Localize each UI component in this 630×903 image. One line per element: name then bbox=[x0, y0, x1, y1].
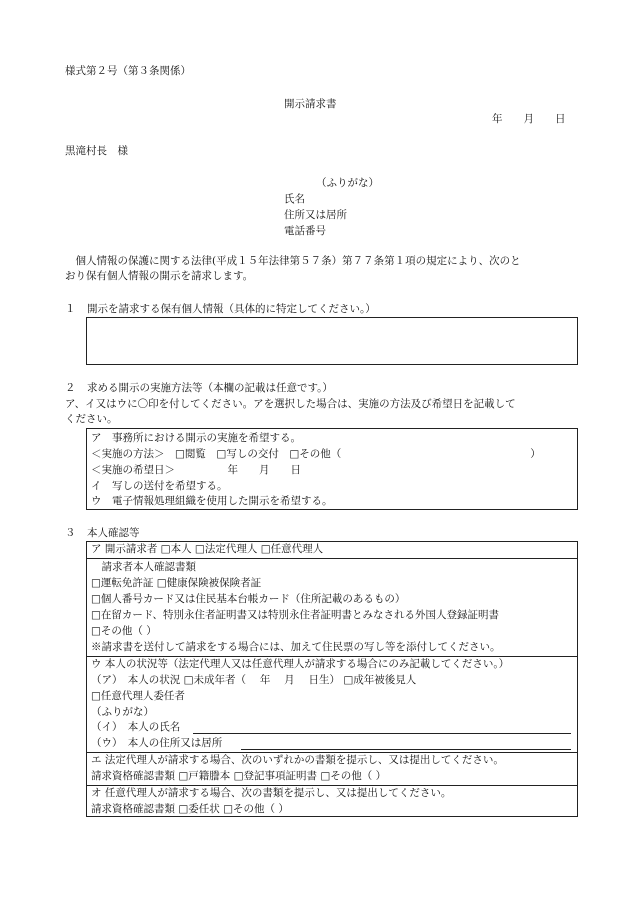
identity-a-row[interactable]: ア 開示請求者 □本人 □法定代理人 □任意代理人 bbox=[91, 543, 324, 555]
section2-method-box bbox=[86, 428, 578, 510]
method-row-date[interactable]: ＜実施の希望日＞ 年 月 日 bbox=[91, 464, 301, 476]
requester-phone-label: 電話番号 bbox=[284, 225, 326, 237]
requester-address-label: 住所又は居所 bbox=[284, 209, 347, 221]
section2-heading: 求める開示の実施方法等（本欄の記載は任意です。） bbox=[87, 382, 333, 394]
identity-doc-license[interactable]: □運転免許証 □健康保険被保険者証 bbox=[91, 577, 262, 589]
divider bbox=[87, 752, 577, 753]
status-name-label: （イ） 本人の氏名 bbox=[91, 721, 181, 733]
section1-number: １ bbox=[65, 303, 76, 315]
status-heading: ウ 本人の状況等（法定代理人又は任意代理人が請求する場合にのみ記載してください。） bbox=[91, 658, 510, 670]
legal-rep-heading: エ 法定代理人が請求する場合、次のいずれかの書類を提示し、又は提出してください。 bbox=[91, 754, 504, 766]
identity-doc-mynumber[interactable]: □個人番号カード又は住民基本台帳カード（住所記載のあるもの） bbox=[91, 593, 406, 605]
section1-input-box[interactable] bbox=[86, 317, 578, 365]
date-line: 年 月 日 bbox=[492, 113, 566, 125]
section2-number: ２ bbox=[65, 382, 76, 394]
status-delegator[interactable]: □任意代理人委任者 bbox=[91, 690, 185, 702]
divider bbox=[87, 558, 577, 559]
requester-name-label: 氏名 bbox=[284, 193, 305, 205]
identity-docs-heading: 請求者本人確認書類 bbox=[91, 561, 196, 573]
method-row-u[interactable]: ウ 電子情報処理組織を使用した開示を希望する。 bbox=[91, 495, 333, 507]
voluntary-rep-docs[interactable]: 請求資格確認書類 □委任状 □その他（ ） bbox=[91, 803, 289, 815]
principal-name-field[interactable] bbox=[193, 719, 571, 734]
divider bbox=[87, 785, 577, 786]
method-row-method[interactable]: ＜実施の方法＞ □閲覧 □写しの交付 □その他（ ） bbox=[91, 448, 541, 460]
form-label: 様式第２号（第３条関係） bbox=[65, 65, 191, 77]
identity-doc-residence[interactable]: □在留カード、特別永住者証明書又は特別永住者証明書とみなされる外国人登録証明書 bbox=[91, 609, 499, 621]
section3-identity-table bbox=[86, 541, 578, 817]
requester-furigana-label: （ふりがな） bbox=[316, 177, 379, 189]
legal-rep-docs[interactable]: 請求資格確認書類 □戸籍謄本 □登記事項証明書 □その他（ ） bbox=[91, 770, 387, 782]
addressee: 黒滝村長 様 bbox=[65, 145, 128, 157]
section2-note-line-2: ください。 bbox=[65, 413, 118, 425]
intro-line-1: 個人情報の保護に関する法律(平成１５年法律第５７条）第７７条第１項の規定により、次のと bbox=[65, 255, 521, 267]
section1-heading: 開示を請求する保有個人情報（具体的に特定してください。） bbox=[87, 303, 376, 315]
voluntary-rep-heading: オ 任意代理人が請求する場合、次の書類を提示し、又は提出してください。 bbox=[91, 787, 452, 799]
identity-doc-other[interactable]: □その他（ ） bbox=[91, 625, 157, 637]
method-row-i[interactable]: イ 写しの送付を希望する。 bbox=[91, 480, 228, 492]
status-principal[interactable]: （ア） 本人の状況 □未成年者（ 年 月 日生） □成年被後見人 bbox=[91, 674, 417, 686]
status-furigana: （ふりがな） bbox=[91, 706, 154, 718]
method-row-a[interactable]: ア 事務所における開示の実施を希望する。 bbox=[91, 432, 301, 444]
section3-number: ３ bbox=[65, 527, 76, 539]
intro-line-2: おり保有個人情報の開示を請求します。 bbox=[65, 270, 254, 282]
identity-doc-note: ※請求書を送付して請求をする場合には、加えて住民票の写し等を添付してください。 bbox=[91, 641, 501, 653]
page-title: 開示請求書 bbox=[284, 98, 337, 110]
section2-note-line-1: ア、イ又はウに〇印を付してください。アを選択した場合は、実施の方法及び希望日を記載して bbox=[65, 398, 516, 410]
principal-address-field[interactable] bbox=[241, 735, 571, 750]
status-address-label: （ウ） 本人の住所又は居所 bbox=[91, 737, 223, 749]
section3-heading: 本人確認等 bbox=[87, 527, 140, 539]
divider bbox=[87, 656, 577, 657]
